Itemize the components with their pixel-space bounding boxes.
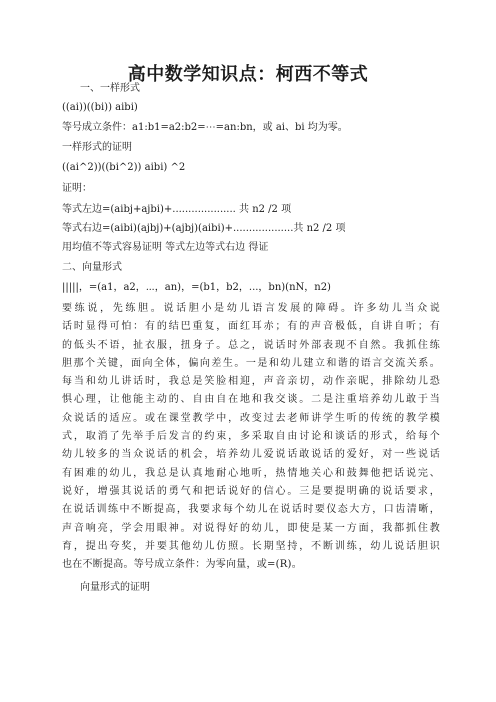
proof-left-side: 等式左边=(aibj+ajbi)+.................... 共 n2 /2 项 [62, 204, 292, 215]
paragraph-line: 要练说，先练胆。说话胆小是幼儿语言发展的障碍。许多幼儿当众说 [62, 303, 440, 314]
section-heading-vector-form: 二、向量形式 [62, 262, 122, 273]
paragraph-line: 育，提出夸奖，并要其他幼儿仿照。长期坚持，不断训练，幼儿说话胆识 [62, 540, 440, 552]
paragraph-line: 声音响亮，学会用眼神。对说得好的幼儿，即使是某一方面，我都抓住教 [62, 522, 440, 534]
formula-line: ((ai))((bi)) aibi) [62, 102, 138, 113]
paragraph-line: 幼儿较多的当众说话的机会，培养幼儿爱说话敢说话的爱好，对一些说话 [62, 449, 440, 461]
paragraph-line: 胆那个关键，面向全体，偏向差生。一是和幼儿建立和谐的语言交流关系。 [62, 357, 440, 369]
paragraph-line: 话时显得可怕：有的结巴重复，面红耳赤；有的声音极低，自讲自听；有 [62, 321, 440, 333]
paragraph-line: 式，取消了先举手后发言的约束，多采取自由讨论和谈话的形式，给每个 [62, 431, 440, 443]
proof-conclusion: 用均值不等式容易证明 等式左边等式右边 得证 [62, 242, 269, 253]
paragraph-line: 每当和幼儿讲话时，我总是笑脸相迎，声音亲切，动作亲昵，排除幼儿恐 [62, 376, 440, 388]
paragraph-line: 众说话的适应。或在课堂教学中，改变过去老师讲学生听的传统的教学模 [62, 412, 440, 424]
paragraph-line: 说好，增强其说话的勇气和把话说好的信心。三是要提明确的说话要求， [62, 485, 440, 497]
body-paragraph [62, 300, 440, 574]
paragraph-line: 有困难的幼儿，我总是认真地耐心地听，热情地关心和鼓舞他把话说完、 [62, 467, 440, 479]
equality-condition: 等号成立条件：a1:b1=a2:b2=⋯=an:bn，或 ai、bi 均为零。 [62, 122, 348, 133]
paragraph-line: 惧心理，让他能主动的、自由自在地和我交谈。二是注重培养幼儿敢于当 [62, 394, 440, 406]
proof-heading: 一样形式的证明 [62, 142, 132, 153]
formula-line: ((ai^2))((bi^2)) aibi) ^2 [62, 162, 186, 173]
vector-proof-heading: 向量形式的证明 [80, 582, 150, 593]
document-title: 高中数学知识点：柯西不等式 [127, 64, 369, 85]
paragraph-line: 的低头不语，扯衣服，扭身子。总之，说话时外部表现不自然。我抓住练 [62, 339, 440, 351]
proof-label: 证明： [62, 183, 92, 194]
paragraph-line: 在说话训练中不断提高，我要求每个幼儿在说话时要仪态大方，口齿清晰， [62, 504, 440, 516]
paragraph-line: 也在不断提高。等号成立条件：为零向量，或=(R)。 [62, 559, 302, 571]
vector-form-line: |||||，=(a1，a2，⋯，an)，=(b1，b2，...，bn)(nN，n2) [62, 282, 331, 293]
section-heading-general-form: 一、一样形式 [80, 83, 140, 94]
proof-right-side: 等式右边=(aibi)(ajbj)+(ajbj)(aibi)+...................共 n2 /2 项 [62, 223, 346, 234]
